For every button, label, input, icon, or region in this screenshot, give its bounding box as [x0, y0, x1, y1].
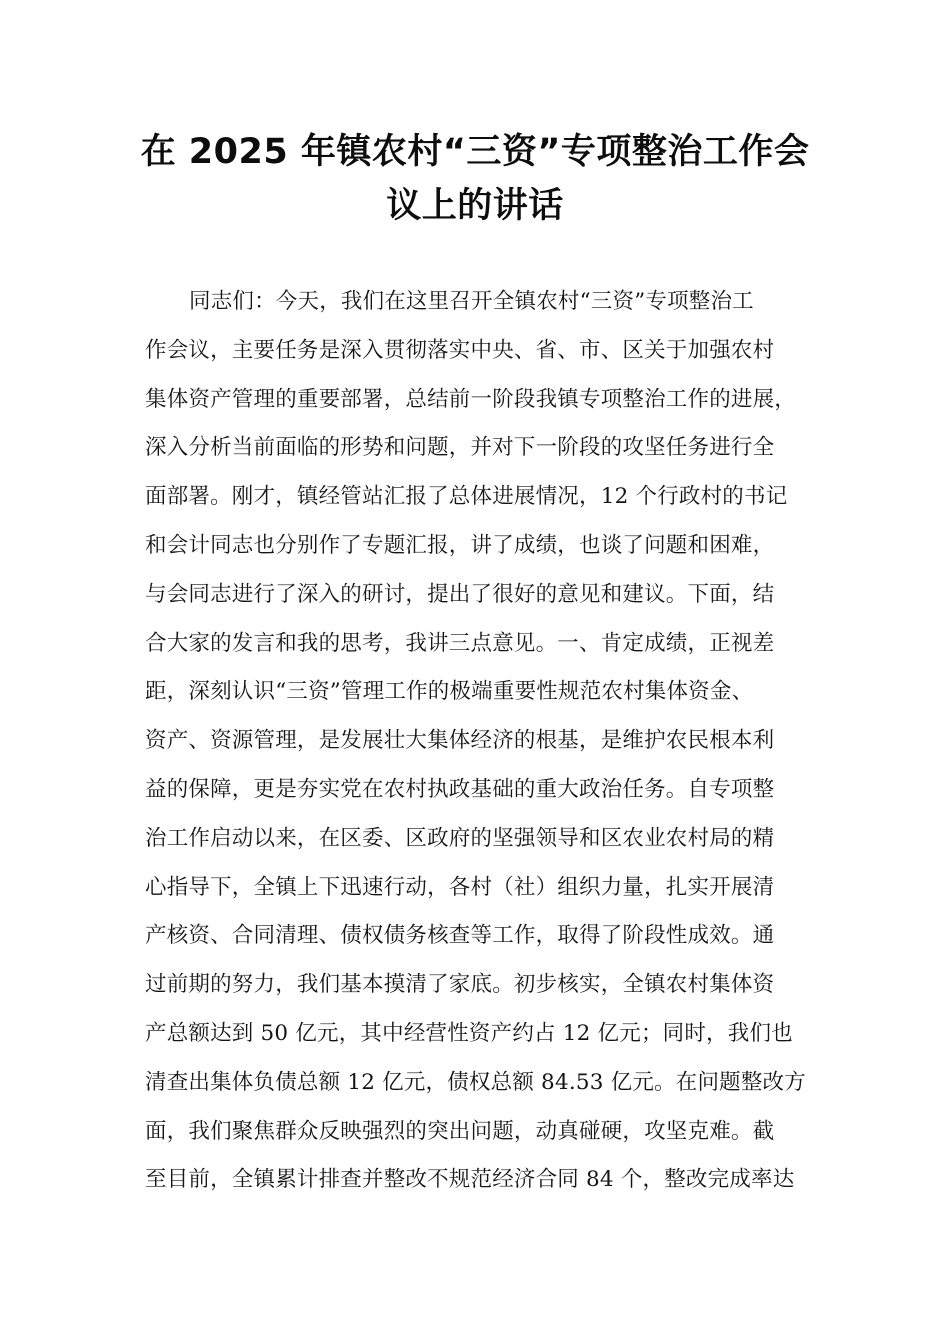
document-title: [120, 125, 830, 233]
body-line: 产总额达到 50 亿元，其中经营性资产约占 12 亿元；同时，我们也: [145, 1020, 793, 1046]
body-line: 心指导下，全镇上下迅速行动，各村（社）组织力量，扎实开展清: [145, 874, 775, 900]
body-line: 益的保障，更是夯实党在农村执政基础的重大政治任务。自专项整: [145, 776, 775, 802]
body-line: 清查出集体负债总额 12 亿元，债权总额 84.53 亿元。在问题整改方: [145, 1069, 806, 1095]
body-line: 同志们：今天，我们在这里召开全镇农村“三资”专项整治工: [189, 289, 754, 314]
body-line: 治工作启动以来，在区委、区政府的坚强领导和区农业农村局的精: [145, 825, 775, 851]
body-line: 和会计同志也分别作了专题汇报，讲了成绩，也谈了问题和困难，: [145, 532, 775, 558]
body-line: 集体资产管理的重要部署，总结前一阶段我镇专项整治工作的进展，: [145, 386, 797, 412]
document-body: [145, 278, 821, 1205]
body-line: 深入分析当前面临的形势和问题，并对下一阶段的攻坚任务进行全: [145, 435, 775, 461]
body-line: 至目前，全镇累计排查并整改不规范经济合同 84 个，整改完成率达: [145, 1167, 795, 1193]
body-line: 与会同志进行了深入的研讨，提出了很好的意见和建议。下面，结: [145, 581, 775, 607]
body-line: 面，我们聚焦群众反映强烈的突出问题，动真碰硬，攻坚克难。截: [145, 1118, 775, 1144]
body-line: 合大家的发言和我的思考，我讲三点意见。一、肯定成绩，正视差: [145, 630, 775, 656]
body-line: 面部署。刚才，镇经管站汇报了总体进展情况，12 个行政村的书记: [145, 484, 788, 510]
title-line: 议上的讲话: [386, 186, 564, 226]
body-line: 作会议，主要任务是深入贯彻落实中央、省、市、区关于加强农村: [145, 337, 775, 363]
body-line: 距，深刻认识“三资”管理工作的极端重要性规范农村集体资金、: [145, 679, 754, 705]
body-line: 资产、资源管理，是发展壮大集体经济的根基，是维护农民根本利: [145, 728, 775, 754]
body-line: 产核资、合同清理、债权债务核查等工作，取得了阶段性成效。通: [145, 923, 775, 949]
title-line: 在 2025 年镇农村“三资”专项整治工作会: [140, 132, 810, 172]
body-line: 过前期的努力，我们基本摸清了家底。初步核实，全镇农村集体资: [145, 972, 775, 998]
